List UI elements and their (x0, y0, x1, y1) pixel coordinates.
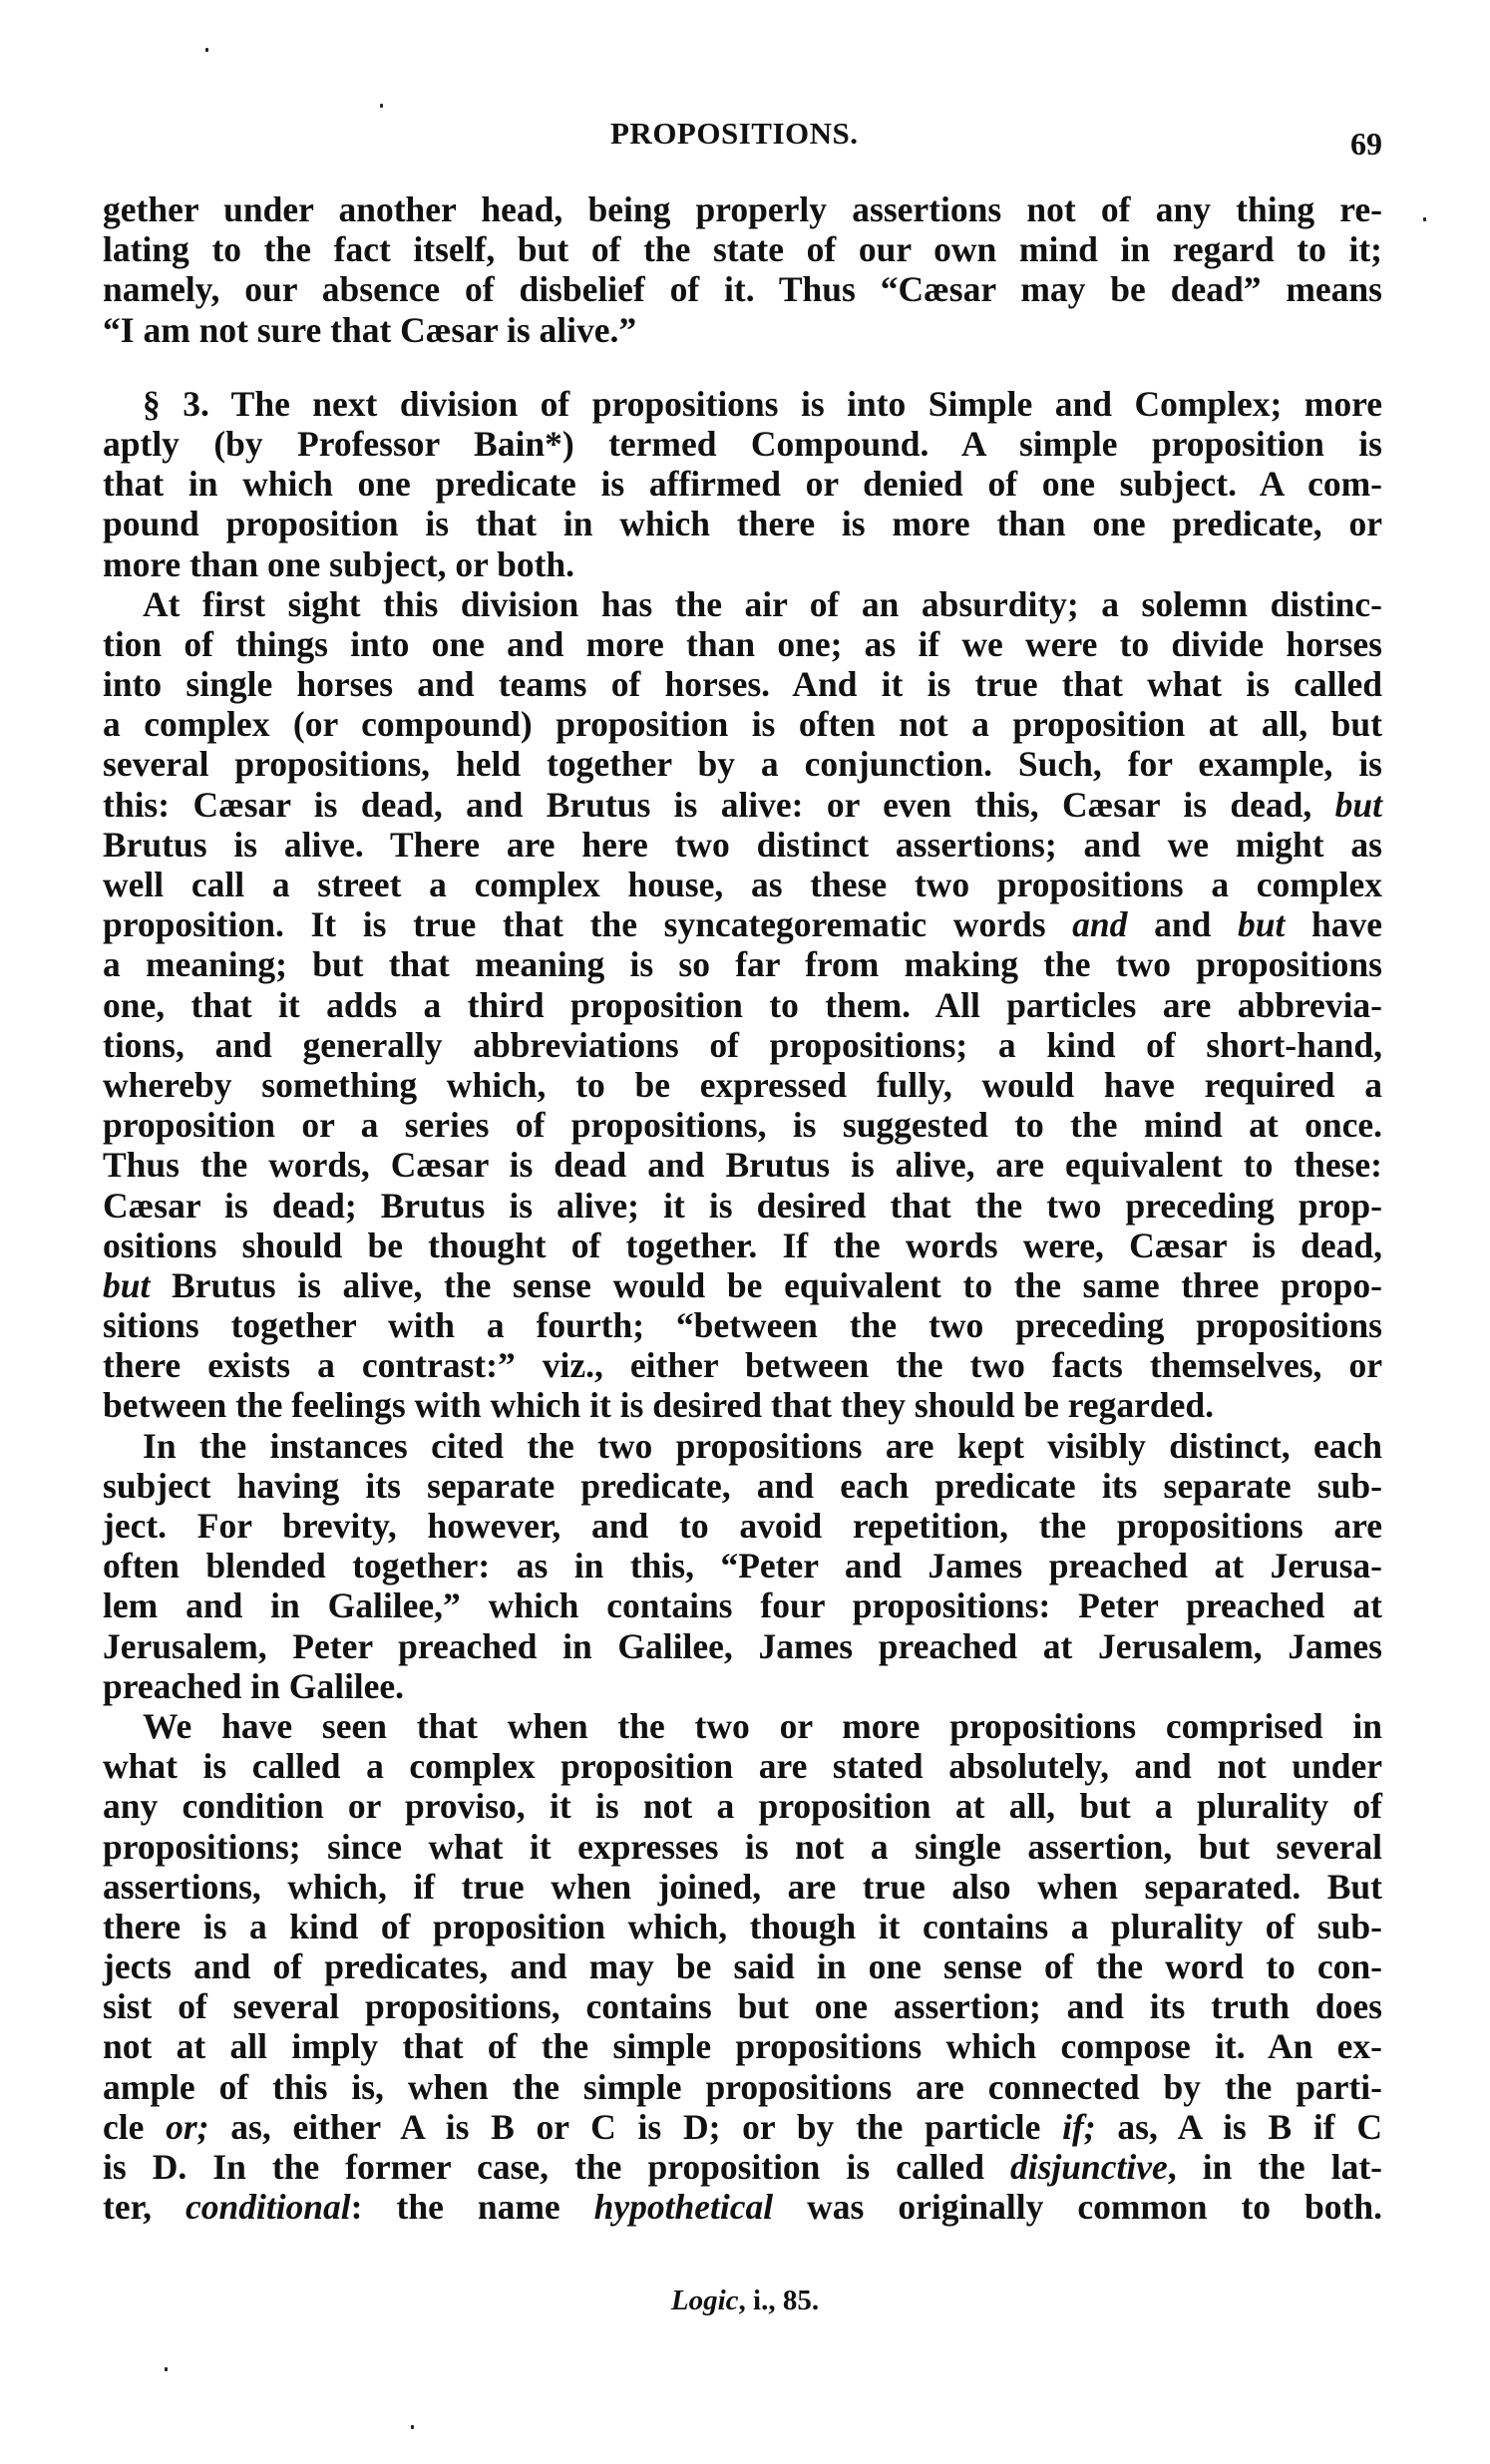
text-run: is D. In the former case, the proposition is called (103, 2147, 1010, 2187)
italic-text: but (1237, 904, 1286, 945)
text-run: gether under another head, being properly assertions not of any thing re- (103, 189, 1382, 229)
text-line (103, 584, 1382, 624)
text-run: cle (103, 2106, 167, 2147)
text-run: more than one subject, or both. (103, 543, 575, 584)
text-line (103, 229, 1382, 269)
text-line (103, 744, 1382, 784)
scan-speck (411, 2425, 414, 2429)
text-line (103, 1666, 1382, 1706)
text-run: We have seen that when the two or more propositions comprised in (143, 1705, 1382, 1746)
text-line (103, 1025, 1382, 1065)
paragraph (103, 584, 1382, 1426)
text-line (103, 1145, 1382, 1185)
text-run: lating to the fact itself, but of the state of our own mind in regard to it; (103, 229, 1382, 270)
text-run: between the feelings with which it is desired that they should be regarded. (103, 1385, 1214, 1426)
text-run: At first sight this division has the air of an absurdity; a solemn distinc- (143, 583, 1382, 624)
text-line (103, 464, 1382, 504)
text-run: § 3. The next division of propositions is into Simple and Complex; more (143, 383, 1382, 424)
text-run: well call a street a complex house, as these two propositions a complex (103, 865, 1382, 904)
text-line (103, 785, 1382, 825)
text-line (103, 2147, 1382, 2187)
text-line (103, 189, 1382, 229)
text-run: pound proposition is that in which there is more than one predicate, or (103, 504, 1382, 544)
text-run: this: Cæsar is dead, and Brutus is alive: or even this, Cæsar is dead, (103, 784, 1335, 825)
text-line (103, 985, 1382, 1025)
text-run: namely, our absence of disbelief of it. Thus “Cæsar may be dead” means (103, 269, 1382, 310)
text-line (103, 2067, 1382, 2107)
text-line (103, 1546, 1382, 1585)
text-run: Thus the words, Cæsar is dead and Brutus is alive, are equivalent to these: (103, 1145, 1382, 1186)
text-line (103, 704, 1382, 744)
text-line (103, 1827, 1382, 1867)
footnote-title: Logic (670, 2285, 739, 2316)
italic-text: conditional (185, 2187, 351, 2228)
text-line (103, 624, 1382, 664)
body-text (103, 189, 1382, 2227)
text-line (103, 1585, 1382, 1625)
paragraph (103, 1426, 1382, 1706)
text-line (103, 2107, 1382, 2147)
page-number: 69 (1350, 126, 1382, 162)
text-run: tions, and generally abbreviations of propositions; a kind of short-hand, (103, 1024, 1382, 1065)
text-line (103, 1226, 1382, 1265)
text-run: as, A is B if C (1095, 2106, 1382, 2147)
italic-text: disjunctive (1010, 2147, 1168, 2187)
text-line (103, 544, 1382, 584)
text-run: “I am not sure that Cæsar is alive.” (103, 309, 637, 350)
text-line (103, 944, 1382, 984)
text-line (103, 1065, 1382, 1105)
text-run: not at all imply that of the simple propositions which compose it. An ex- (103, 2026, 1382, 2067)
text-run: one, that it adds a third proposition to them. All particles are abbrevia- (103, 984, 1382, 1025)
scan-speck (165, 2367, 168, 2371)
text-run: ample of this is, when the simple propositions are connected by the parti- (103, 2066, 1382, 2107)
text-run: ositions should be thought of together. If the words were, Cæsar is dead, (103, 1225, 1382, 1265)
text-line (103, 1385, 1382, 1425)
text-line (103, 1345, 1382, 1385)
text-line (103, 310, 1382, 350)
text-line (103, 1746, 1382, 1786)
text-run: several propositions, held together by a conjunction. Such, for example, is (103, 744, 1382, 785)
text-run: a meaning; but that meaning is so far from making the two propositions (103, 944, 1382, 985)
text-run: proposition or a series of propositions, is suggested to the mind at once. (103, 1105, 1382, 1146)
text-run: In the instances cited the two propositions are kept visibly distinct, each (143, 1425, 1382, 1466)
text-line (103, 1867, 1382, 1907)
text-run: was originally common to both. (773, 2187, 1382, 2228)
text-run: often blended together: as in this, “Peter and James preached at Jerusa- (103, 1546, 1382, 1586)
text-run: sist of several propositions, contains but one assertion; and its truth does (103, 1986, 1382, 2027)
scan-speck (205, 48, 208, 52)
footnote-reference: , i., 85. (738, 2285, 820, 2316)
text-run: there is a kind of proposition which, though it contains a plurality of sub- (103, 1906, 1382, 1946)
italic-text: and (1072, 904, 1128, 945)
text-line (103, 2187, 1382, 2227)
text-run: whereby something which, to be expressed fully, would have required a (103, 1064, 1382, 1105)
text-run: Brutus is alive. There are here two distinct assertions; and we might as (103, 824, 1382, 865)
text-run: proposition. It is true that the syncategorematic words (103, 904, 1073, 945)
text-line (103, 2026, 1382, 2066)
text-run: have (1285, 904, 1382, 945)
text-run: that in which one predicate is affirmed or denied of one subject. A com- (103, 464, 1382, 505)
italic-text: if; (1062, 2106, 1096, 2147)
running-head: PROPOSITIONS. (610, 116, 859, 151)
text-run: , in the lat- (1167, 2147, 1382, 2187)
text-line (103, 1186, 1382, 1226)
text-run: and (1127, 904, 1238, 945)
text-run: ject. For brevity, however, and to avoid repetition, the propositions are (103, 1506, 1382, 1546)
text-line (103, 1786, 1382, 1826)
italic-text: hypothetical (593, 2187, 774, 2228)
footnote (0, 2281, 1490, 2320)
text-run: preached in Galilee. (103, 1665, 405, 1706)
text-line (103, 1946, 1382, 1986)
text-line (103, 1626, 1382, 1666)
text-line (103, 664, 1382, 704)
text-run: into single horses and teams of horses. And it is true that what is called (103, 664, 1382, 705)
text-line (103, 865, 1382, 904)
text-run: lem and in Galilee,” which contains four propositions: Peter preached at (103, 1585, 1382, 1626)
text-line (103, 424, 1382, 464)
text-line (103, 269, 1382, 309)
text-run: tion of things into one and more than one; as if we were to divide horses (103, 623, 1382, 664)
text-run: : the name (350, 2187, 594, 2228)
text-run: sitions together with a fourth; “between the two preceding propositions (103, 1305, 1382, 1346)
text-line (103, 1506, 1382, 1546)
italic-text: or; (166, 2106, 209, 2147)
text-run: Cæsar is dead; Brutus is alive; it is desired that the two preceding prop- (103, 1185, 1382, 1226)
italic-text: but (103, 1264, 151, 1305)
text-run: Jerusalem, Peter preached in Galilee, James preached at Jerusalem, James (103, 1625, 1382, 1666)
scan-speck (380, 104, 383, 108)
text-run: subject having its separate predicate, and each predicate its separate sub- (103, 1465, 1382, 1506)
text-line (103, 504, 1382, 543)
text-run: propositions; since what it expresses is not a single assertion, but several (103, 1826, 1382, 1867)
text-run: what is called a complex proposition are stated absolutely, and not under (103, 1746, 1382, 1787)
text-line (103, 1105, 1382, 1145)
text-run: jects and of predicates, and may be said in one sense of the word to con- (103, 1946, 1382, 1987)
text-run: Brutus is alive, the sense would be equivalent to the same three propo- (150, 1264, 1382, 1305)
text-run: a complex (or compound) proposition is often not a proposition at all, but (103, 704, 1382, 745)
paragraph (103, 1706, 1382, 2227)
text-run: ter, (103, 2187, 186, 2228)
text-run: any condition or proviso, it is not a proposition at all, but a plurality of (103, 1786, 1382, 1827)
text-line (103, 1265, 1382, 1305)
text-line (103, 1305, 1382, 1345)
italic-text: but (1334, 784, 1382, 825)
scan-speck (1423, 217, 1426, 221)
paragraph (103, 189, 1382, 350)
text-line (103, 384, 1382, 424)
text-line (103, 1706, 1382, 1746)
text-line (103, 1986, 1382, 2026)
text-line (103, 904, 1382, 944)
text-line (103, 1466, 1382, 1506)
text-line (103, 1426, 1382, 1466)
text-run: aptly (by Professor Bain*) termed Compound. A simple proposition is (103, 423, 1382, 464)
text-line (103, 1907, 1382, 1946)
paragraph (103, 384, 1382, 584)
text-run: assertions, which, if true when joined, are true also when separated. But (103, 1866, 1382, 1907)
text-line (103, 825, 1382, 865)
text-run: there exists a contrast:” viz., either between the two facts themselves, or (103, 1345, 1382, 1386)
text-run: as, either A is B or C is D; or by the particle (208, 2106, 1063, 2147)
